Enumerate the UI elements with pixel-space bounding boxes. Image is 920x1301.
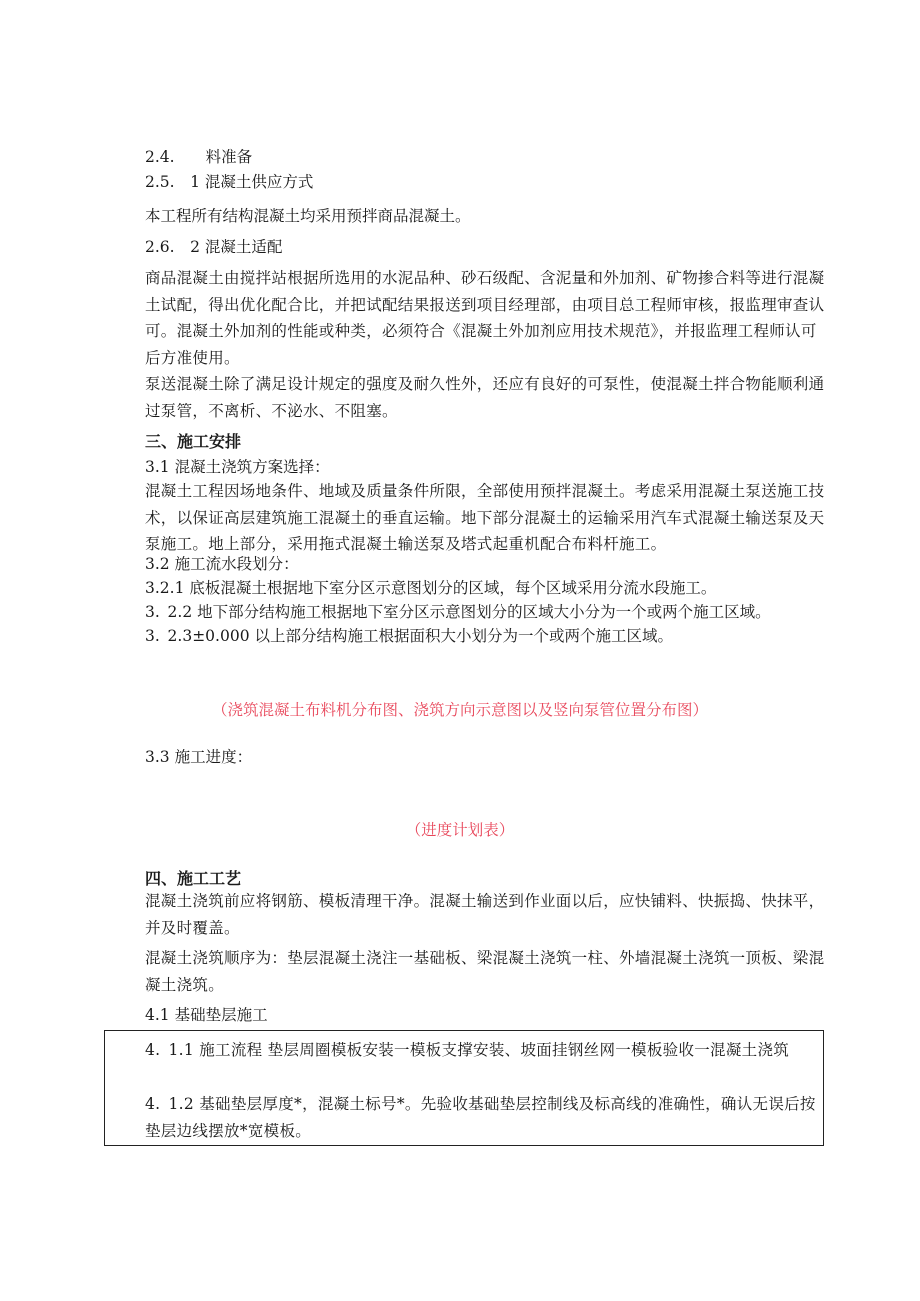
section-3-2-3: 3. 2.3±0.000 以上部分结构施工根据面积大小划分为一个或两个施工区域。 xyxy=(145,627,673,645)
section-3-2-heading: 3.2 施工流水段划分： xyxy=(145,555,299,573)
section-2-6-heading: 2.6. 2 混凝土适配 xyxy=(145,238,283,256)
section-2-6-paragraph-1-text: 商品混凝土由搅拌站根据所选用的水泥品种、砂石级配、含泥量和外加剂、矿物掺合料等进行混凝土试配，得出优化配合比，并把试配结果报送到项目经理部，由项目总工程师审核，报监理审查认可。混凝土外加剂的性能或种类，必须符合《混凝土外加剂应用技术规范》，并报监理工程师认可后方准使用。 xyxy=(145,269,825,367)
section-4-1-2-text: 4. 1.2 基础垫层厚度*，混凝土标号*。先验收基础垫层控制线及标高线的准确性，确认无误后按垫层边线摆放*宽模板。 xyxy=(145,1095,816,1140)
section-3-1-paragraph xyxy=(145,478,829,558)
section-3-3-heading: 3.3 施工进度： xyxy=(145,748,253,766)
section-4-paragraph-1-text: 混凝土浇筑前应将钢筋、模板清理干净。混凝土输送到作业面以后，应快铺料、快振捣、快抹平，并及时覆盖。 xyxy=(145,892,825,937)
section-4-paragraph-2-text: 混凝土浇筑顺序为：垫层混凝土浇注一基础板、梁混凝土浇筑一柱、外墙混凝土浇筑一顶板、梁混凝土浇筑。 xyxy=(145,949,825,994)
section-4-1-heading: 4.1 基础垫层施工 xyxy=(145,1006,268,1024)
section-3-1-paragraph-text: 混凝土工程因场地条件、地域及质量条件所限，全部使用预拌混凝土。考虑采用混凝土泵送施工技术，以保证高层建筑施工混凝土的垂直运输。地下部分混凝土的运输采用汽车式混凝土输送泵及天泵施工。地上部分，采用拖式混凝土输送泵及塔式起重机配合布料杆施工。 xyxy=(145,482,825,553)
section-3-2-2: 3. 2.2 地下部分结构施工根据地下室分区示意图划分的区域大小分为一个或两个施工区域。 xyxy=(145,603,771,621)
section-2-5-text: 本工程所有结构混凝土均采用预拌商品混凝土。 xyxy=(145,207,471,225)
section-2-6-paragraph-1 xyxy=(145,265,831,371)
section-4-1-1-text: 4. 1.1 施工流程 垫层周圈模板安装一模板支撑安装、坡面挂钢丝网一模板验收一混凝土浇筑 xyxy=(145,1041,790,1059)
section-2-6-paragraph-2-text: 泵送混凝土除了满足设计规定的强度及耐久性外，还应有良好的可泵性，使混凝土拌合物能顺利通过泵管，不离析、不泌水、不阻塞。 xyxy=(145,375,825,420)
section-2-5-heading: 2.5. 1 混凝土供应方式 xyxy=(145,173,314,191)
placeholder-pump-layout-figures: （浇筑混凝土布料机分布图、浇筑方向示意图以及竖向泵管位置分布图） xyxy=(211,701,708,719)
section-4-1-2 xyxy=(145,1091,825,1144)
chapter-4-heading: 四、施工工艺 xyxy=(145,869,242,888)
section-4-paragraph-1 xyxy=(145,888,829,941)
section-4-paragraph-2 xyxy=(145,945,829,998)
section-2-6-paragraph-2 xyxy=(145,371,829,424)
section-3-1-heading: 3.1 混凝土浇筑方案选择： xyxy=(145,458,330,476)
section-2-4-heading: 2.4. 料准备 xyxy=(145,148,253,166)
section-3-2-1: 3.2.1 底板混凝土根据地下室分区示意图划分的区域，每个区域采用分流水段施工。 xyxy=(145,579,717,597)
chapter-3-heading: 三、施工安排 xyxy=(145,432,242,451)
section-4-1-1 xyxy=(145,1037,825,1064)
placeholder-schedule-table: （进度计划表） xyxy=(405,821,515,839)
section-4-1-box xyxy=(104,1030,824,1146)
